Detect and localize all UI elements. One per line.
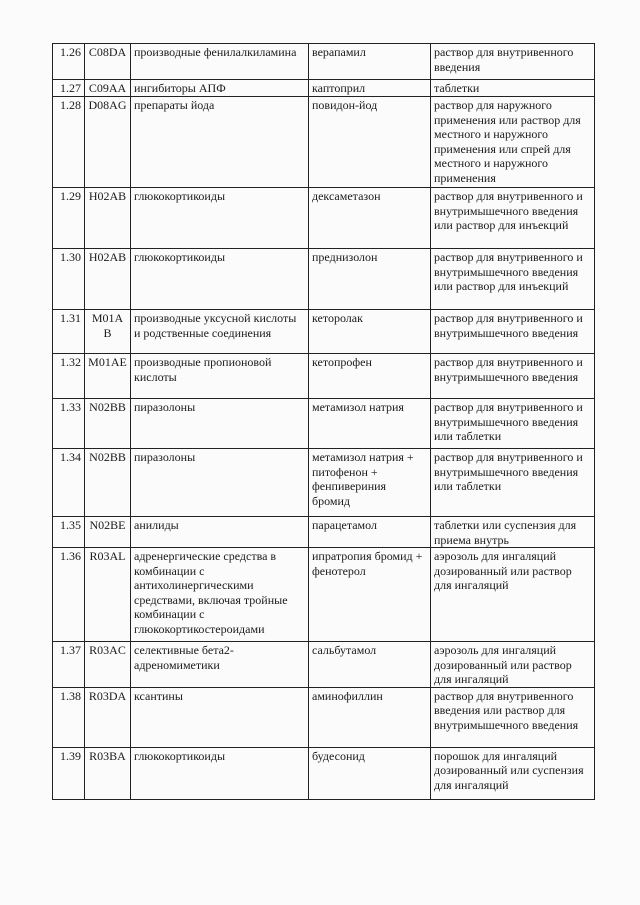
table-row <box>53 44 595 80</box>
drug-substance-cell: верапамил <box>309 44 431 80</box>
medications-table-body <box>53 44 595 800</box>
drug-substance-cell: кетопрофен <box>309 354 431 399</box>
atc-code-cell: M01AB <box>85 310 131 354</box>
row-number-cell: 1.38 <box>53 687 85 747</box>
pharmacological-group-cell: ксантины <box>131 687 309 747</box>
table-row <box>53 310 595 354</box>
drug-substance-cell: аминофиллин <box>309 687 431 747</box>
row-number-cell: 1.28 <box>53 97 85 188</box>
atc-code-cell: R03AC <box>85 642 131 688</box>
atc-code-cell: C09AA <box>85 80 131 97</box>
medications-table <box>52 43 595 800</box>
drug-substance-cell: каптоприл <box>309 80 431 97</box>
dosage-form-cell: раствор для наружного применения или раствор для местного и наружного применения или спрей для местного и наружного применения <box>431 97 595 188</box>
table-row <box>53 687 595 747</box>
atc-code-cell: C08DA <box>85 44 131 80</box>
dosage-form-cell: раствор для внутривенного и внутримышечного введения или таблетки <box>431 449 595 517</box>
atc-code-cell: R03DA <box>85 687 131 747</box>
pharmacological-group-cell: глюкокортикоиды <box>131 188 309 249</box>
table-row <box>53 80 595 97</box>
atc-code-cell: R03AL <box>85 548 131 642</box>
drug-substance-cell: будесонид <box>309 747 431 799</box>
dosage-form-cell: таблетки или суспензия для приема внутрь <box>431 517 595 548</box>
drug-substance-cell: сальбутамол <box>309 642 431 688</box>
row-number-cell: 1.32 <box>53 354 85 399</box>
pharmacological-group-cell: производные пропионовой кислоты <box>131 354 309 399</box>
pharmacological-group-cell: глюкокортикоиды <box>131 249 309 310</box>
dosage-form-cell: раствор для внутривенного введения или раствор для внутримышечного введения <box>431 687 595 747</box>
drug-substance-cell: метамизол натрия <box>309 399 431 449</box>
dosage-form-cell: раствор для внутривенного и внутримышечного введения или раствор для инъекций <box>431 249 595 310</box>
atc-code-cell: H02AB <box>85 249 131 310</box>
pharmacological-group-cell: производные фенилалкиламина <box>131 44 309 80</box>
dosage-form-cell: аэрозоль для ингаляций дозированный или раствор для ингаляций <box>431 548 595 642</box>
atc-code-cell: H02AB <box>85 188 131 249</box>
dosage-form-cell: раствор для внутривенного и внутримышечного введения <box>431 354 595 399</box>
dosage-form-cell: таблетки <box>431 80 595 97</box>
atc-code-cell: R03BA <box>85 747 131 799</box>
row-number-cell: 1.39 <box>53 747 85 799</box>
pharmacological-group-cell: пиразолоны <box>131 399 309 449</box>
pharmacological-group-cell: адренергические средства в комбинации с антихолинергическими средствами, включая тройные комбинации с глюкокортикостероидами <box>131 548 309 642</box>
atc-code-cell: D08AG <box>85 97 131 188</box>
drug-substance-cell: повидон-йод <box>309 97 431 188</box>
table-row <box>53 354 595 399</box>
row-number-cell: 1.33 <box>53 399 85 449</box>
pharmacological-group-cell: пиразолоны <box>131 449 309 517</box>
table-row <box>53 449 595 517</box>
drug-substance-cell: парацетамол <box>309 517 431 548</box>
drug-substance-cell: метамизол натрия + питофенон + фенпивериния бромид <box>309 449 431 517</box>
pharmacological-group-cell: глюкокортикоиды <box>131 747 309 799</box>
dosage-form-cell: порошок для ингаляций дозированный или суспензия для ингаляций <box>431 747 595 799</box>
table-row <box>53 97 595 188</box>
row-number-cell: 1.36 <box>53 548 85 642</box>
row-number-cell: 1.30 <box>53 249 85 310</box>
pharmacological-group-cell: производные уксусной кислоты и родственные соединения <box>131 310 309 354</box>
table-row <box>53 249 595 310</box>
row-number-cell: 1.31 <box>53 310 85 354</box>
atc-code-cell: N02BE <box>85 517 131 548</box>
drug-substance-cell: преднизолон <box>309 249 431 310</box>
table-row <box>53 642 595 688</box>
drug-substance-cell: ипратропия бромид + фенотерол <box>309 548 431 642</box>
dosage-form-cell: раствор для внутривенного введения <box>431 44 595 80</box>
row-number-cell: 1.27 <box>53 80 85 97</box>
pharmacological-group-cell: препараты йода <box>131 97 309 188</box>
row-number-cell: 1.26 <box>53 44 85 80</box>
dosage-form-cell: раствор для внутривенного и внутримышечного введения или таблетки <box>431 399 595 449</box>
pharmacological-group-cell: ингибиторы АПФ <box>131 80 309 97</box>
dosage-form-cell: раствор для внутривенного и внутримышечного введения или раствор для инъекций <box>431 188 595 249</box>
atc-code-cell: N02BB <box>85 399 131 449</box>
table-row <box>53 747 595 799</box>
drug-substance-cell: кеторолак <box>309 310 431 354</box>
pharmacological-group-cell: селективные бета2-адреномиметики <box>131 642 309 688</box>
table-row <box>53 188 595 249</box>
dosage-form-cell: раствор для внутривенного и внутримышечного введения <box>431 310 595 354</box>
row-number-cell: 1.35 <box>53 517 85 548</box>
drug-substance-cell: дексаметазон <box>309 188 431 249</box>
row-number-cell: 1.37 <box>53 642 85 688</box>
atc-code-cell: M01AE <box>85 354 131 399</box>
table-row <box>53 399 595 449</box>
atc-code-cell: N02BB <box>85 449 131 517</box>
row-number-cell: 1.29 <box>53 188 85 249</box>
dosage-form-cell: аэрозоль для ингаляций дозированный или раствор для ингаляций <box>431 642 595 688</box>
pharmacological-group-cell: анилиды <box>131 517 309 548</box>
row-number-cell: 1.34 <box>53 449 85 517</box>
table-row <box>53 548 595 642</box>
table-row <box>53 517 595 548</box>
